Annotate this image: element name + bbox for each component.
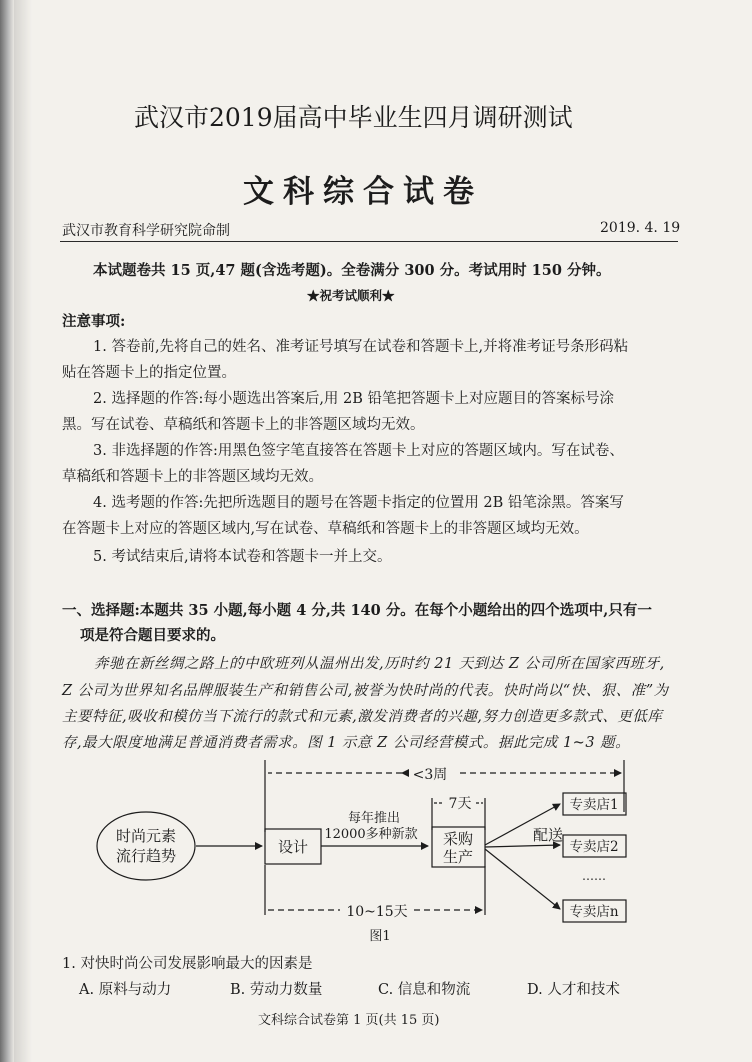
- issuer: 武汉市教育科学研究院命制: [62, 223, 230, 239]
- store-n-box: [563, 900, 626, 922]
- note-line: 黑。写在试卷、草稿纸和答题卡上的非答题区域均无效。: [62, 417, 425, 433]
- delivery-arrow-1: [485, 804, 560, 845]
- store-dots: ……: [582, 869, 606, 883]
- trend-label-1: 时尚元素: [115, 827, 177, 845]
- bottom-span-label: 10~15天: [346, 904, 408, 920]
- note-line: 1. 答卷前,先将自己的姓名、准考证号填写在试卷和答题卡上,并将准考证号条形码粘: [93, 339, 629, 355]
- store-n-label: 专卖店n: [569, 904, 619, 920]
- binding-edge: [0, 0, 14, 1062]
- store-2-label: 专卖店2: [569, 839, 619, 855]
- passage-line: 存,最大限度地满足普通消费者需求。图 1 示意 Z 公司经营模式。据此完成 1~3 题。: [62, 735, 631, 751]
- section-heading-cont: 项是符合题目要求的。: [80, 627, 225, 644]
- question-1-stem: 1. 对快时尚公司发展影响最大的因素是: [62, 956, 313, 972]
- note-line: 2. 选择题的作答:每小题选出答案后,用 2B 铅笔把答题卡上对应题目的答案标号涂: [93, 391, 615, 407]
- note-line: 贴在答题卡上的指定位置。: [62, 365, 236, 381]
- note-line: 5. 考试结束后,请将本试卷和答题卡一并上交。: [93, 549, 392, 565]
- option-a: A. 原料与动力: [79, 982, 172, 998]
- store-1-box: [563, 793, 626, 815]
- store-1-label: 专卖店1: [569, 797, 619, 813]
- new-styles-label-1: 每年推出: [347, 811, 401, 826]
- option-d: D. 人才和技术: [527, 982, 620, 998]
- exam-date: 2019. 4. 19: [600, 220, 681, 236]
- notes-heading: 注意事项:: [62, 313, 126, 330]
- design-label: 设计: [277, 838, 309, 856]
- passage-line: Z 公司为世界知名品牌服装生产和销售公司,被誉为快时尚的代表。快时尚以“快、狠、准”为: [62, 683, 669, 699]
- purchase-box: [432, 827, 485, 867]
- passage-line: 奔驰在新丝绸之路上的中欧班列从温州出发,历时约 21 天到达 Z 公司所在国家西班牙,: [94, 656, 665, 672]
- header-rule: [60, 241, 678, 242]
- trend-label-2: 流行趋势: [115, 847, 177, 865]
- note-line: 在答题卡上对应的答题区域内,写在试卷、草稿纸和答题卡上的非答题区域均无效。: [62, 521, 589, 537]
- design-box: [265, 829, 321, 864]
- exam-summary: 本试题卷共 15 页,47 题(含选考题)。全卷满分 300 分。考试用时 150 分钟。: [93, 262, 611, 279]
- binding-shadow: [14, 0, 32, 1062]
- seven-days-label: 7天: [448, 796, 472, 812]
- delivery-arrow-n: [485, 849, 560, 909]
- figure-caption: 图1: [369, 929, 391, 944]
- exam-title: 武汉市2019届高中毕业生四月调研测试: [134, 103, 573, 132]
- top-span-label: <3周: [412, 767, 448, 783]
- passage-line: 主要特征,吸收和模仿当下流行的款式和元素,激发消费者的兴趣,努力创造更多款式、更低库: [62, 709, 663, 725]
- option-c: C. 信息和物流: [378, 982, 471, 998]
- purchase-label-2: 生产: [442, 848, 474, 866]
- purchase-label-1: 采购: [442, 830, 474, 848]
- delivery-label: 配送: [533, 826, 564, 844]
- page-footer: 文科综合试卷第 1 页(共 15 页): [258, 1013, 440, 1028]
- trend-ellipse: [97, 812, 195, 880]
- note-line: 3. 非选择题的作答:用黑色签字笔直接答在答题卡上对应的答题区域内。写在试卷、: [93, 443, 624, 459]
- note-line: 4. 选考题的作答:先把所选题目的题号在答题卡指定的位置用 2B 铅笔涂黑。答案写: [93, 495, 624, 511]
- store-2-box: [563, 835, 626, 857]
- exam-subtitle: 文科综合试卷: [243, 174, 483, 210]
- option-b: B. 劳动力数量: [230, 982, 323, 998]
- section-heading: 一、选择题:本题共 35 小题,每小题 4 分,共 140 分。在每个小题给出的四个选项中,只有一: [62, 602, 652, 619]
- note-line: 草稿纸和答题卡上的非答题区域均无效。: [62, 469, 323, 485]
- good-luck-note: ★祝考试顺利★: [307, 288, 395, 303]
- new-styles-label-2: 12000多种新款: [324, 827, 418, 842]
- delivery-arrow-2: [485, 845, 560, 847]
